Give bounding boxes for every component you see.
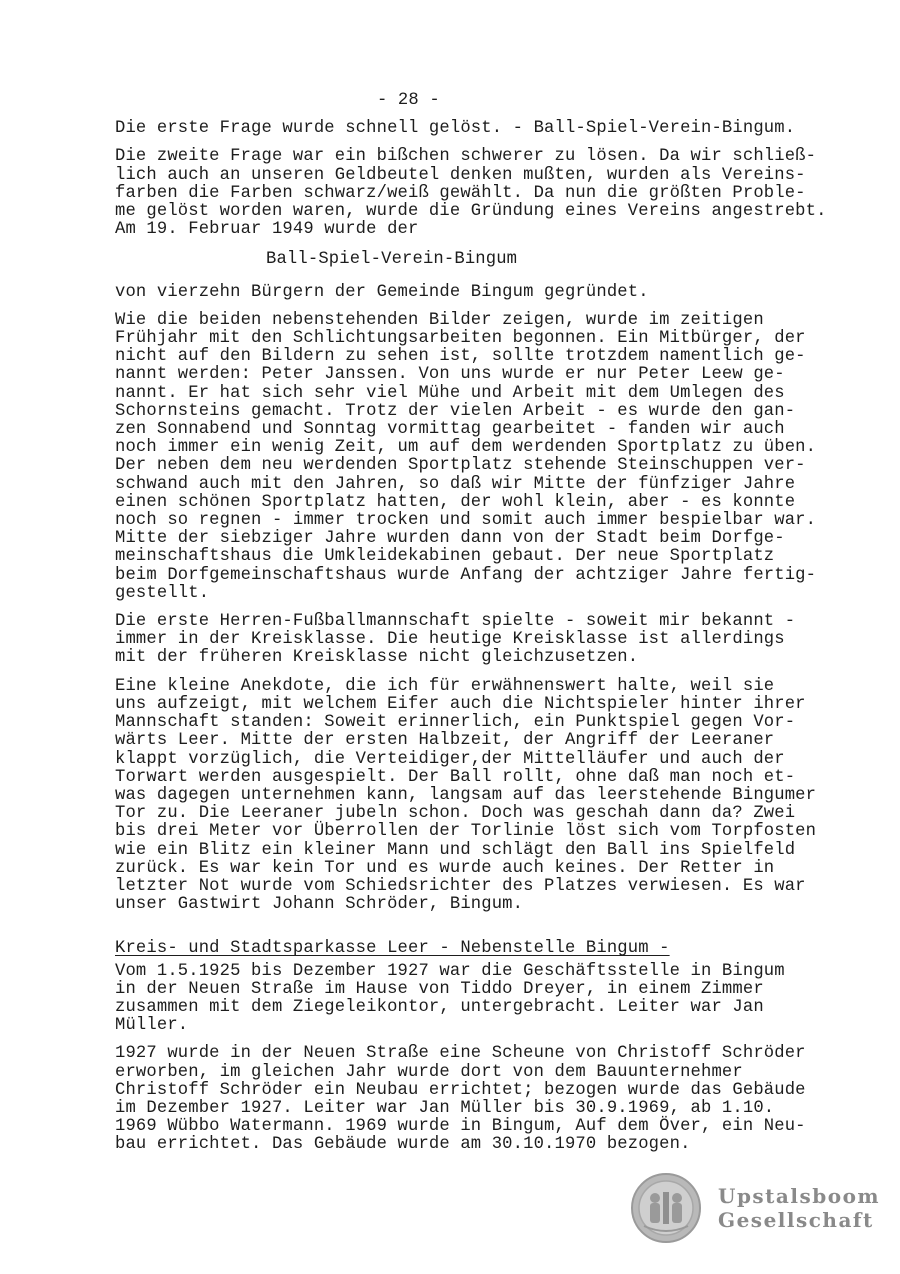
section-heading-sparkasse: Kreis- und Stadtsparkasse Leer - Nebenstelle Bingum - [115,939,670,959]
paragraph-first-team: Die erste Herren-Fußballmannschaft spielte - soweit mir bekannt - immer in der Kreisklasse. Die heutige Kreisklasse ist allerdings mit der früheren Kreisklasse nicht gleichzusetzen. [115,612,796,668]
document-page [115,92,855,1165]
club-name-centered: Ball-Spiel-Verein-Bingum [266,250,518,270]
paragraph-anecdote: Eine kleine Anekdote, die ich für erwähnenswert halte, weil sie uns aufzeigt, mit welchem Eifer auch die Nichtspieler hinter ihrer Mannschaft standen: Soweit erinnerlich, ein Punktspiel gegen Vor- wärts Leer. Mitte der ersten Halbzeit, der Angriff der Leeraner klappt vorzüglich, die Verteidiger,der Mittelläufer und auch der Torwart werden ausgespielt. Der Ball rollt, ohne daß man noch et- was dagegen unternehmen kann, langsam auf das leerstehende Bingumer Tor zu. Die Leeraner jubeln schon. Doch was geschah dann da? Zwei bis drei Meter vor Überrollen der Torlinie löst sich vom Torpfosten wie ein Blitz ein kleiner Mann und schlägt den Ball ins Spielfeld zurück. Es war kein Tor und es wurde auch keines. Der Retter in letzter Not wurde vom Schiedsrichter des Platzes verwiesen. Es war unser Gastwirt Johann Schröder, Bingum. [115,676,817,915]
watermark-line-1: Upstalsboom [718,1184,881,1208]
paragraph-club-name-question: Die erste Frage wurde schnell gelöst. - Ball-Spiel-Verein-Bingum. [115,119,796,139]
paragraph-club-colors: Die zweite Frage war ein bißchen schwerer zu lösen. Da wir schließ- lich auch an unseren Geldbeutel denken mußten, wurden als Vereins- farben die Farben schwarz/weiß gewählt. Da nun die größten Proble- me gelöst worden waren, wurde die Gründung eines Vereins angestrebt. Am 19. Februar 1949 wurde der [115,147,827,240]
paragraph-founding: von vierzehn Bürgern der Gemeinde Bingum gegründet. [115,282,649,302]
watermark-text [718,1184,880,1232]
watermark-line-2: Gesellschaft [718,1208,874,1232]
paragraph-sparkasse-history-1: Vom 1.5.1925 bis Dezember 1927 war die Geschäftsstelle in Bingum in der Neuen Straße im Hause von Tiddo Dreyer, in einem Zimmer zusammen mit dem Ziegeleikontor, untergebracht. Leiter war Jan Müller. [115,961,785,1036]
paragraph-sparkasse-history-2: 1927 wurde in der Neuen Straße eine Scheune von Christoff Schröder erworben, im gleichen Jahr wurde dort von dem Bauunternehmer Christoff Schröder ein Neubau errichtet; bezogen wurde das Gebäude im Dezember 1927. Leiter war Jan Müller bis 30.9.1969, ab 1.10. 1969 Wübbo Watermann. 1969 wurde in Bingum, Auf dem Över, ein Neu- bau errichtet. Das Gebäude wurde am 30.10.1970 bezogen. [115,1044,806,1155]
upstalsboom-watermark-logo [630,1172,880,1244]
page-number: - 28 - [377,91,440,110]
seal-icon [630,1172,702,1244]
paragraph-sports-field: Wie die beiden nebenstehenden Bilder zeigen, wurde im zeitigen Frühjahr mit den Schlichtungsarbeiten begonnen. Ein Mitbürger, der nicht auf den Bildern zu sehen ist, sollte trotzdem namentlich ge- nannt werden: Peter Janssen. Von uns wurde er nur Peter Leew ge- nannt. Er hat sich sehr viel Mühe und Arbeit mit dem Umlegen des Schornsteins gemacht. Trotz der vielen Arbeit - es wurde den gan- zen Sonnabend und Sonntag vormittag gearbeitet - fanden wir auch noch immer ein wenig Zeit, um auf dem werdenden Sportplatz zu üben. Der neben dem neu werdenden Sportplatz stehende Steinschuppen ver- schwand auch mit den Jahren, so daß wir Mitte der fünfziger Jahre einen schönen Sportplatz hatten, der wohl klein, aber - es konnte noch so regnen - immer trocken und somit auch immer bespielbar war. Mitte der siebziger Jahre wurden dann von der Stadt beim Dorfge- meinschaftshaus die Umkleidekabinen gebaut. Der neue Sportplatz beim Dorfgemeinschaftshaus wurde Anfang der achtziger Jahre fertig- gestellt. [115,310,817,603]
